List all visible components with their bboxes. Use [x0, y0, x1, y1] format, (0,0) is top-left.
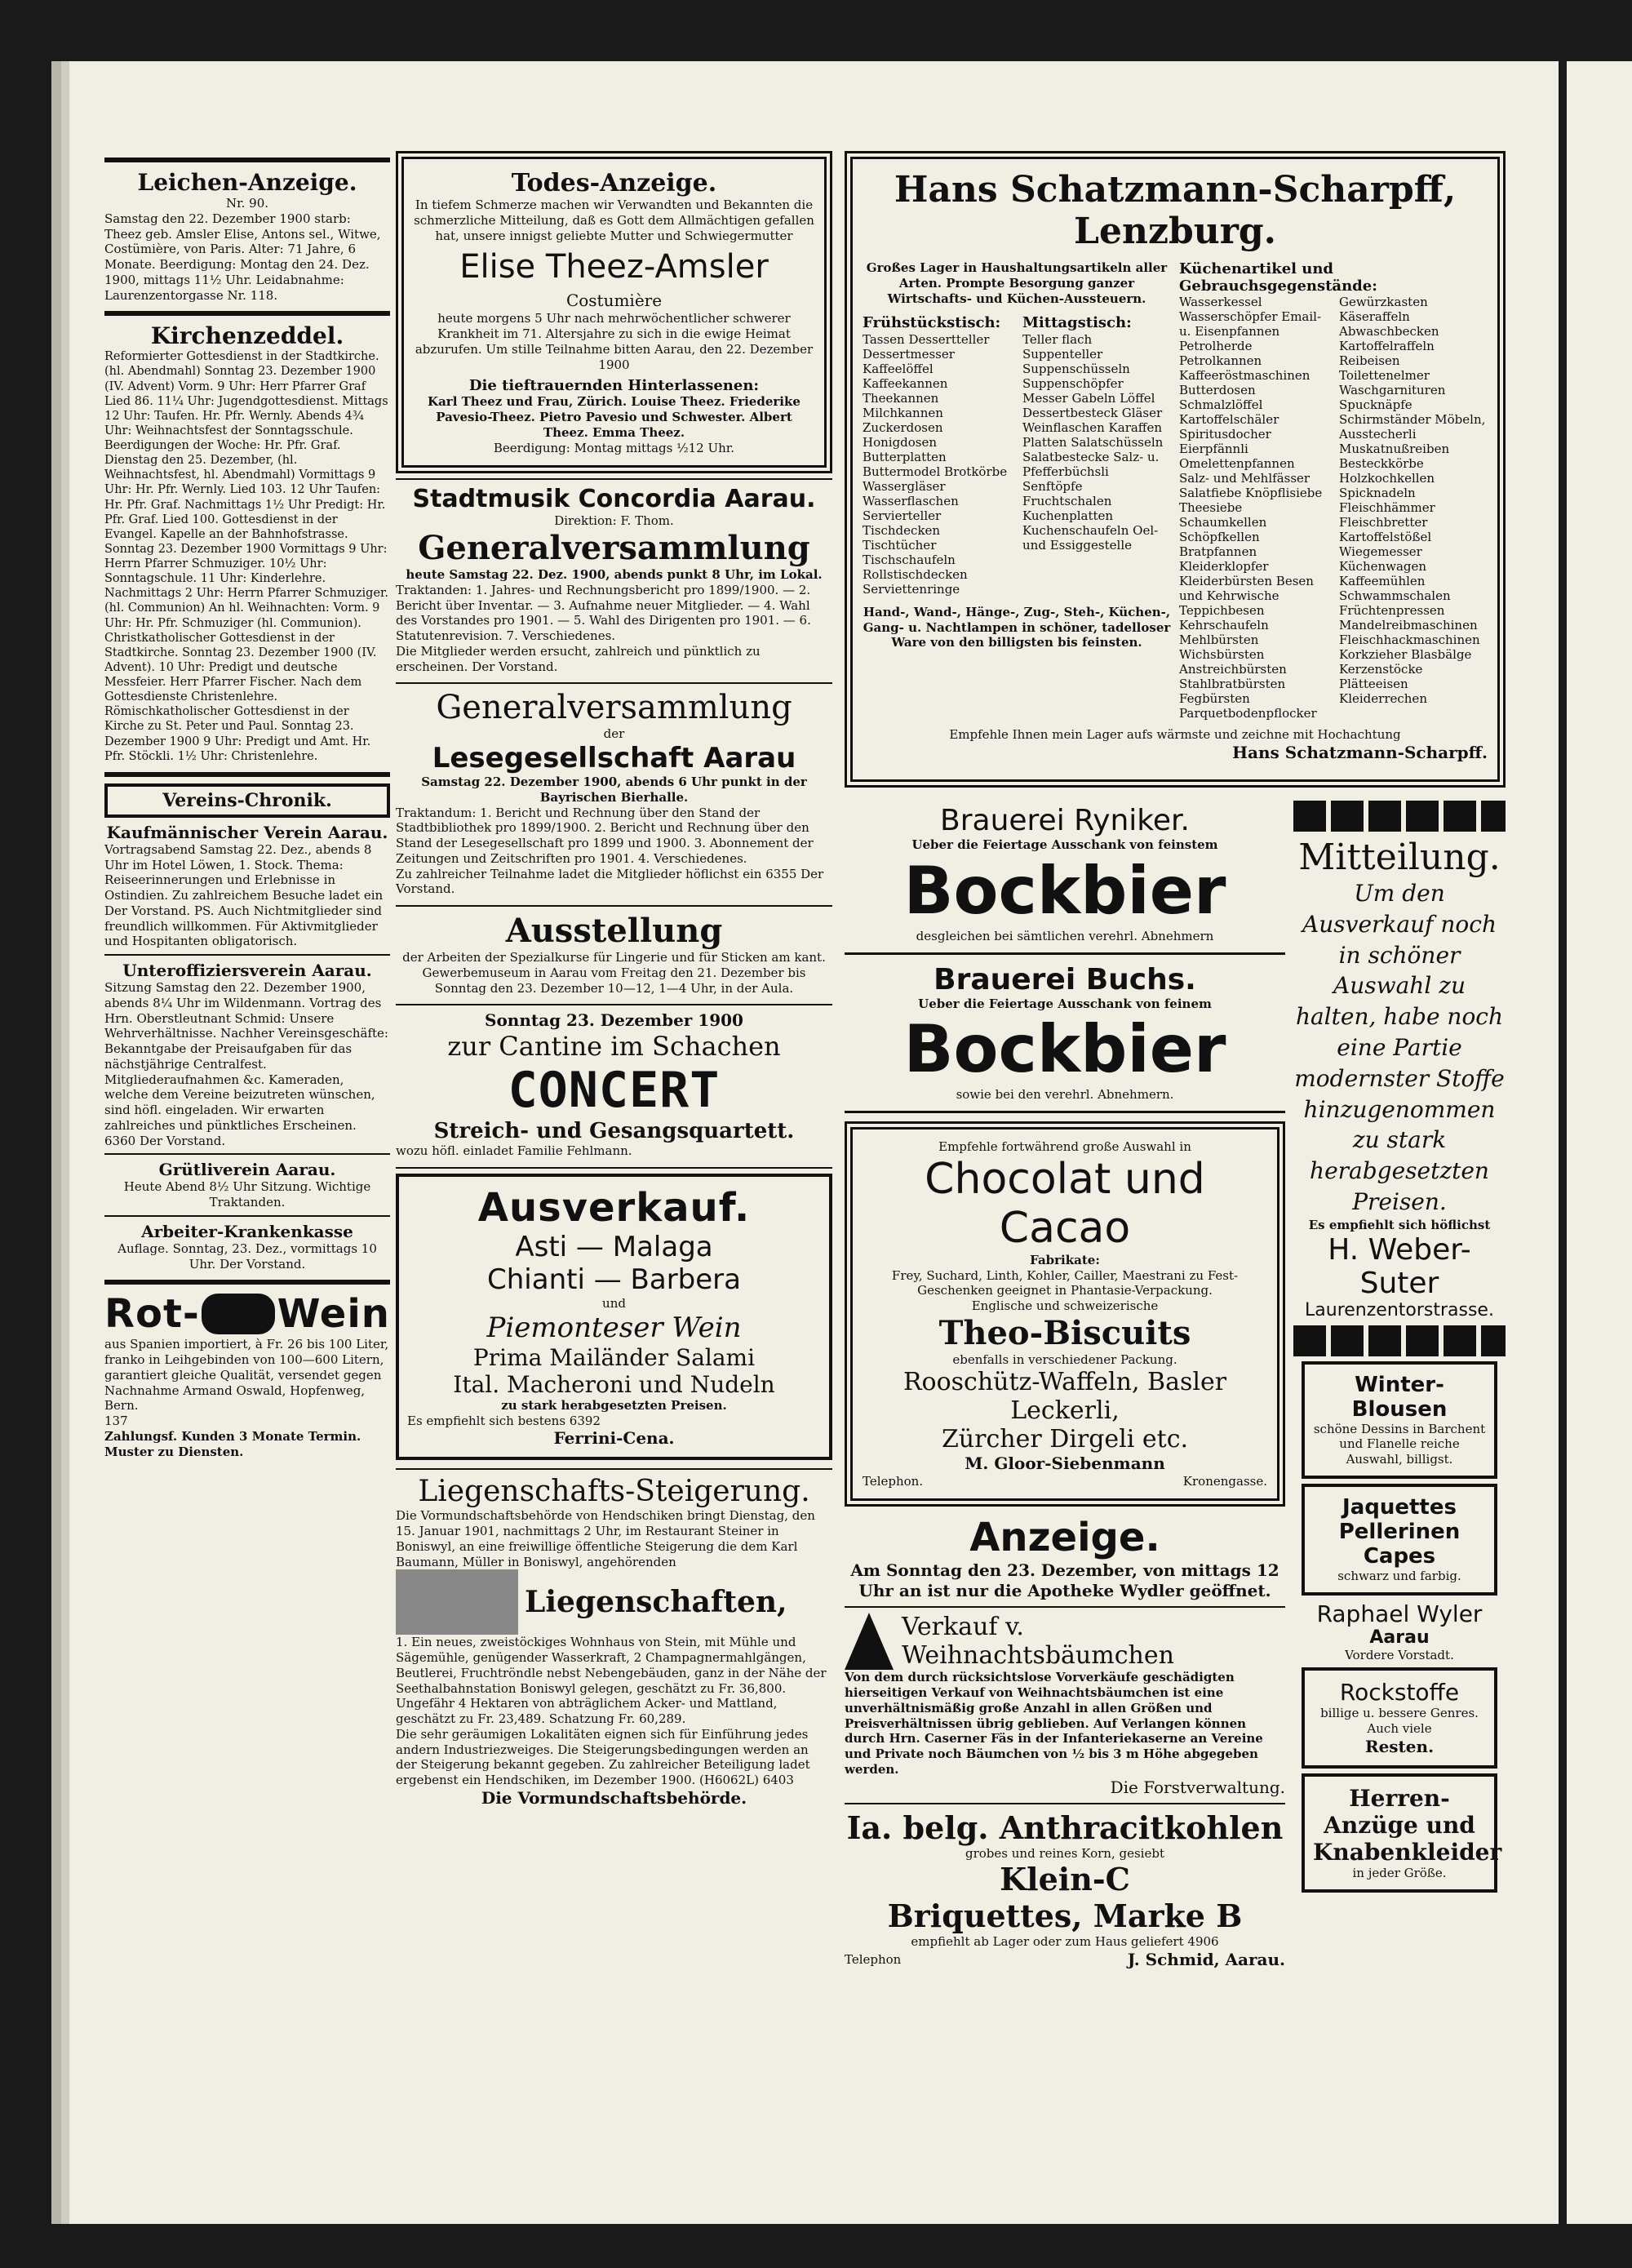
- wein-num: 137: [104, 1414, 128, 1428]
- todes-role: Costumière: [565, 291, 663, 311]
- lese-title: Lesegesellschaft Aarau: [432, 742, 796, 774]
- todes-burial: Beerdigung: Montag mittags ½12 Uhr.: [493, 440, 735, 455]
- lese-der: der: [603, 726, 625, 742]
- ausstellung-ad: [396, 912, 832, 996]
- wyler-r: Rockstoffe: [1339, 1679, 1460, 1707]
- choco-sign: M. Gloor-Siebenmann: [965, 1453, 1165, 1473]
- ryniker-bock: Bockbier: [903, 852, 1226, 929]
- uo-title: Unteroffiziersverein Aarau.: [122, 961, 372, 980]
- stadtmusik-when: heute Samstag 22. Dez. 1900, abends punkt 8 Uhr, im Lokal.: [406, 567, 823, 582]
- hans-title: Hans Schatzmann-Scharpff, Lenzburg.: [894, 169, 1457, 252]
- mill-illustration: [396, 1569, 518, 1635]
- buchs-bock: Bockbier: [903, 1011, 1226, 1088]
- divider: [104, 1215, 390, 1217]
- anzeige-text: Am Sonntag den 23. Dezember, von mittags 12 Uhr an ist nur die Apotheke Wydler geöffnet.: [850, 1560, 1279, 1601]
- buchs-title: Brauerei Buchs.: [934, 962, 1196, 996]
- wyler-w2t: schwarz und farbig.: [1337, 1568, 1461, 1583]
- divider: [396, 478, 832, 480]
- leichen-anzeige: [104, 169, 390, 303]
- uo-text: Sitzung Samstag den 22. Dezember 1900, abends 8¼ Uhr im Wildenmann. Vortrag des Hrn. Oberstleutnant Schmid: Unsere Wehrverhältnisse. Nachher Vereinsgeschäfte: Bekanntgabe der Preisaufgaben für das nächstjährige Centralfest. Mitgliederaufnahmen &c. Kameraden, welche dem Vereine beizutreten wünschen, sind höfl. eingeladen. Wir erwarten zahlreiches und pünktliches Erscheinen. 6360 Der Vorstand.: [104, 980, 388, 1148]
- ausverkauf-l5: Ital. Macheroni und Nudeln: [453, 1370, 775, 1398]
- kuechen-title: Küchenartikel und Gebrauchsgegenstände:: [1179, 260, 1377, 295]
- vereins-title: Vereins-Chronik.: [104, 783, 390, 818]
- tree-icon: [845, 1613, 894, 1670]
- todes-text: heute morgens 5 Uhr nach mehrwöchentlicher schwerer Krankheit im 71. Altersjahre zu sich in die ewige Heimat abzurufen. Um stille Teilnahme bitten Aarau, den 22. Dezember 1900: [415, 311, 814, 372]
- divider: [396, 682, 832, 684]
- divider: [396, 1167, 832, 1169]
- mitteilung-empf: Es empfiehlt sich höflichst: [1308, 1217, 1491, 1232]
- leichen-nr: Nr. 90.: [225, 196, 269, 211]
- ryniker-sub: Ueber die Feiertage Ausschank von feinstem: [911, 837, 1218, 852]
- kirchen-text: Reformierter Gottesdienst in der Stadtkirche. (hl. Abendmahl) Sonntag 23. Dezember 1900 (IV. Advent) Vorm. 9 Uhr: Herr Pfarrer Graf Lied 86. 11¼ Uhr: Jugendgottesdienst. Mittags 12 Uhr: Taufen. Hr. Pfr. Wernly. Abends 4¾ Uhr: Weihnachtsfest der Sonntagsschule. Beerdigungen der Woche: Hr. Pfr. Graf. Dienstag den 25. Dezember, (hl. Weihnachtsfest, hl. Abendmahl) Vormittags 9 Uhr: Hr. Pfr. Wernly. Lied 103. 12 Uhr Taufen: Hr. Pfr. Graf. Nachmittags 1½ Uhr Predigt: Hr. Pfr. Graf. Lied 100. Gottesdienst in der Evangel. Kapelle an der Bahnhofstrasse. Sonntag 23. Dezember 1900 Vormittags 9 Uhr: Herrn Pfarrer Schmuziger. 10½ Uhr: Sonntagschule. 11 Uhr: Kinderlehre. Nachmittags 2 Uhr: Herrn Pfarrer Schmuziger. (hl. Communion) An hl. Weihnachten: Vorm. 9 Uhr: Hr. Pfr. Schmuziger (hl. Communion). Christkatholischer Gottesdienst in der Stadtkirche. Sonntag 23. Dezember 1900 (IV. Advent). 10 Uhr: Predigt und deutsche Messfeier. Herr Pfarrer Fischer. Nach dem Gottesdienste Christenlehre. Römischkatholischer Gottesdienst in der Kirche zu St. Peter und Paul. Sonntag 23. Dezember 1900 9 Uhr: Predigt und Amt. Hr. Pfr. Stöckli. 1½ Uhr: Christenlehre.: [104, 350, 388, 763]
- liegen-title: Liegenschafts-Steigerung.: [418, 1475, 810, 1509]
- wein-wein: Wein: [277, 1291, 390, 1338]
- stadtmusik-ad: [396, 485, 832, 674]
- ausverkauf-ad: [396, 1174, 832, 1460]
- kohlen-brik: Briquettes, Marke B: [887, 1897, 1243, 1935]
- liegen-heading: Liegenschaften,: [525, 1585, 787, 1620]
- mitteilung-text: Um den Ausverkauf noch in schöner Auswahl zu halten, habe noch eine Partie modernster Stoffe hinzugenommen zu stark herabgesetzten Preisen.: [1294, 880, 1505, 1215]
- gr-title: Grütliverein Aarau.: [158, 1160, 336, 1180]
- choco-tel: Telephon.: [863, 1473, 924, 1489]
- todes-heading2: Die tieftrauernden Hinterlassenen:: [468, 377, 760, 395]
- concert-ad: [396, 1010, 832, 1159]
- todes-title: Todes-Anzeige.: [511, 169, 717, 198]
- column-middle: [396, 151, 832, 1809]
- kohlen-ad: [845, 1809, 1285, 1971]
- liegen-text: Die Vormundschaftsbehörde von Hendschiken bringt Dienstag, den 15. Januar 1901, nachmittags 2 Uhr, im Restaurant Steiner in Boniswyl, an eine freiwillige öffentliche Steigerung die dem Karl Baumann, Müller in Boniswyl, angehörenden: [396, 1508, 815, 1569]
- fruehstueck-items: Tassen Dessertteller Dessertmesser Kaffeelöffel Kaffeekannen Theekannen Milchkannen Zuckerdosen Honigdosen Butterplatten Buttermodel Brotkörbe Wassergläser Wasserflaschen Servierteller Tischdecken Tischtücher Tischschaufeln Rollstischdecken Serviettenringe: [863, 331, 1008, 597]
- kuechen-items-2: Gewürzkasten Käseraffeln Abwaschbecken Kartoffelraffeln Reibeisen Toilettenelmer Waschgarnituren Spucknäpfe Schirmständer Möbeln, Ausstecherli Muskatnußreiben Besteckkörbe Holzkochkellen Spicknadeln Fleischhämmer Fleischbretter Kartoffelstößel Wiegemesser Küchenwagen Kaffeemühlen Schwammschalen Früchtenpressen Mandelreibmaschinen Fleischhackmaschinen Korkzieher Blasbälge Kerzenstöcke Plätteeisen Kleiderrechen: [1339, 295, 1486, 706]
- choco-theo2: ebenfalls in verschiedener Packung.: [952, 1351, 1177, 1367]
- liegen-footer: Die sehr geräumigen Lokalitäten eignen sich für Einführung jedes andern Industriezweiges. Die Steigerungsbedingungen werden an der Steigerung bekannt gegeben. Zu zahlreicher Beteiligung ladet ergebenst ein Hendschiken, im Dezember 1900. (H6062L) 6403: [396, 1726, 810, 1787]
- liegen-sign: Die Vormundschaftsbehörde.: [481, 1787, 747, 1808]
- concert-sub: Streich- und Gesangsquartett.: [433, 1119, 795, 1144]
- buchs-sub: Ueber die Feiertage Ausschank von feinem: [918, 996, 1212, 1011]
- ryniker-ad: [845, 796, 1285, 955]
- divider: [396, 1004, 832, 1005]
- stadtmusik-title: Stadtmusik Concordia Aarau.: [412, 485, 816, 514]
- mitteilung-title: Mitteilung.: [1298, 837, 1501, 878]
- choco-l2: Zürcher Dirgeli etc.: [941, 1424, 1189, 1454]
- lese-when: Samstag 22. Dezember 1900, abends 6 Uhr punkt in der Bayrischen Bierhalle.: [421, 774, 807, 805]
- liegenschaften-ad: [396, 1475, 832, 1809]
- wyler-city: Aarau: [1369, 1627, 1430, 1648]
- wyler-name: Raphael Wyler: [1316, 1600, 1483, 1627]
- wein-ad: [104, 1291, 390, 1459]
- ausverkauf-l7: Es empfiehlt sich bestens 6392: [407, 1413, 601, 1428]
- wyler-ad: [1293, 1361, 1506, 1893]
- ausverkauf-l2: Chianti — Barbera: [487, 1263, 741, 1296]
- divider: [396, 905, 832, 907]
- stadtmusik-gv: Generalversammlung: [418, 529, 810, 567]
- mittag-title: Mittagstisch:: [1022, 314, 1132, 332]
- wyler-w1t: schöne Dessins in Barchent und Flanelle reiche Auswahl, billigst.: [1313, 1421, 1486, 1467]
- concert-title: CONCERT: [508, 1062, 721, 1120]
- anzeige-title: Anzeige.: [969, 1515, 1160, 1561]
- wein-footer: Zahlungsf. Kunden 3 Monate Termin. Muster zu Diensten.: [104, 1428, 361, 1459]
- fruehstueck-title: Frühstückstisch:: [863, 314, 1001, 332]
- chocolat-ad: [845, 1121, 1285, 1507]
- divider: [845, 1606, 1285, 1608]
- kohlen-sign: J. Schmid, Aarau.: [1127, 1950, 1285, 1969]
- stadtmusik-trakt: Traktanden: 1. Jahres- und Rechnungsbericht pro 1899/1900. — 2. Bericht über Inventar. — 3. Aufnahme neuer Mitglieder. — 4. Wahl des Vorstandes pro 1901. — 5. Wahl des Dirigenten pro 1901. — 6. Statutenrevision. 7. Verschiedenes.: [396, 582, 811, 643]
- kirchenzeddel: [104, 322, 390, 764]
- choco-fab-list: Frey, Suchard, Linth, Kohler, Cailler, Maestrani zu Fest-Geschenken geeignet in Phantasie-Verpackung.: [891, 1267, 1239, 1298]
- ak-text: Auflage. Sonntag, 23. Dez., vormittags 10 Uhr. Der Vorstand.: [118, 1241, 377, 1272]
- ausverkauf-title: Ausverkauf.: [477, 1185, 751, 1231]
- hans-light: Hand-, Wand-, Hänge-, Zug-, Steh-, Küchen-, Gang- u. Nachtlampen in schöner, tadelloser Ware von den billigsten bis feinsten.: [863, 604, 1171, 650]
- choco-theo: Theo-Biscuits: [938, 1313, 1191, 1352]
- lesegesellschaft-ad: [396, 689, 832, 897]
- wyler-h: Herren-Anzüge und Knabenkleider: [1313, 1784, 1502, 1866]
- column-left: [104, 151, 390, 1459]
- ausstellung-title: Ausstellung: [505, 912, 723, 950]
- buchs-foot: sowie bei den verehrl. Abnehmern.: [956, 1087, 1174, 1103]
- choco-fab: Fabrikate:: [1030, 1252, 1100, 1267]
- todes-name: Elise Theez-Amsler: [459, 248, 769, 286]
- ryniker-foot: desgleichen bei sämtlichen verehrl. Abnehmern: [916, 928, 1214, 943]
- divider: [104, 158, 390, 162]
- ornament-border: [1293, 801, 1506, 832]
- kv-title: Kaufmännischer Verein Aarau.: [106, 822, 388, 842]
- kv-text: Vortragsabend Samstag 22. Dez., abends 8 Uhr im Hotel Löwen, 1. Stock. Thema: Reiseerinnerungen und Erlebnisse in Ostindien. Zu zahlreichem Besuche ladet ein Der Vorstand. PS. Auch Nichtmitglieder sind freundlich willkommen. Für Aktivmitglieder und Hospitanten obligatorisch.: [104, 841, 384, 949]
- divider: [104, 954, 390, 956]
- choco-eng: Englische und schweizerische: [971, 1298, 1159, 1313]
- mitteilung-name: H. Weber-Suter: [1328, 1232, 1471, 1300]
- divider: [104, 311, 390, 316]
- wyler-w2: Jaquettes Pellerinen Capes: [1338, 1494, 1461, 1569]
- buchs-ad: [845, 955, 1285, 1114]
- mitteilung-ad: [1293, 837, 1506, 1320]
- ausverkauf-l3: Piemonteser Wein: [486, 1311, 742, 1344]
- divider: [396, 1468, 832, 1470]
- divider: [845, 1803, 1285, 1804]
- weihnachtsbaum-ad: [845, 1613, 1285, 1797]
- vereins-chronik: [104, 783, 390, 1272]
- wyler-w1: Winter-Blousen: [1351, 1372, 1448, 1422]
- lese-gv: Generalversammlung: [436, 689, 792, 727]
- ausverkauf-und: und: [602, 1296, 626, 1311]
- concert-footer: wozu höfl. einladet Familie Fehlmann.: [396, 1143, 632, 1159]
- stadtmusik-footer: Die Mitglieder werden ersucht, zahlreich und pünktlich zu erscheinen. Der Vorstand.: [396, 643, 761, 674]
- wyler-addr: Vordere Vorstadt.: [1345, 1647, 1454, 1662]
- lese-footer: Zu zahlreicher Teilnahme ladet die Mitglieder höflichst ein 6355 Der Vorstand.: [396, 866, 824, 897]
- hans-schatzmann-ad: [845, 151, 1506, 788]
- todes-anzeige: [396, 151, 832, 473]
- kohlen-title: Ia. belg. Anthracitkohlen: [846, 1809, 1284, 1846]
- kohlen-foot: empfiehlt ab Lager oder zum Haus geliefert 4906: [911, 1934, 1219, 1950]
- leichen-title: Leichen-Anzeige.: [137, 169, 357, 196]
- kohlen-sub: grobes und reines Korn, gesiebt: [965, 1845, 1164, 1861]
- hans-empf: Empfehle Ihnen mein Lager aufs wärmste und zeichne mit Hochachtung: [949, 727, 1401, 742]
- ornament-border: [1293, 1325, 1506, 1356]
- leichen-text: Samstag den 22. Dezember 1900 starb: Theez geb. Amsler Elise, Antons sel., Witwe, Costümière, von Paris. Alter: 71 Jahre, 6 Monate. Beerdigung: Montag den 24. Dez. 1900, mittags 11½ Uhr. Leidabnahme: Laurenzentorgasse Nr. 118.: [104, 211, 381, 303]
- gr-text: Heute Abend 8½ Uhr Sitzung. Wichtige Traktanden.: [123, 1179, 371, 1209]
- concert-where: zur Cantine im Schachen: [447, 1031, 781, 1063]
- ausverkauf-l1: Asti — Malaga: [515, 1231, 713, 1263]
- ausverkauf-l4: Prima Mailänder Salami: [472, 1343, 756, 1371]
- hans-sign: Hans Schatzmann-Scharpff.: [1232, 742, 1488, 762]
- baum-text: Von dem durch rücksichtslose Vorverkäufe geschädigten hierseitigen Verkauf von Weihnachtsbäumchen ist eine unverhältnismäßig große Anzahl in allen Größen und Preisverhältnissen übrig geblieben. Auf Verlangen können durch Hrn. Caserner Fäs in der Infanteriekaserne an Vereine und Private noch Bäumchen von ½ bis 3 m Höhe abgegeben werden.: [845, 1670, 1263, 1777]
- divider: [104, 1153, 390, 1155]
- ak-title: Arbeiter-Krankenkasse: [141, 1221, 353, 1241]
- divider: [104, 772, 390, 777]
- choco-l1: Rooschütz-Waffeln, Basler Leckerli,: [902, 1367, 1227, 1425]
- choco-title: Chocolat und Cacao: [925, 1154, 1205, 1253]
- ryniker-title: Brauerei Ryniker.: [940, 804, 1190, 837]
- mitteilung-addr: Laurenzentorstrasse.: [1305, 1299, 1494, 1320]
- hans-intro: Großes Lager in Haushaltungsartikeln aller Arten. Prompte Besorgung ganzer Wirtschafts- und Küchen-Aussteuern.: [866, 260, 1168, 306]
- kohlen-tel: Telephon: [845, 1952, 902, 1968]
- ausverkauf-l8: Ferrini-Cena.: [553, 1428, 675, 1449]
- wyler-ht: in jeder Größe.: [1352, 1865, 1447, 1880]
- kirchen-title: Kirchenzeddel.: [150, 322, 344, 350]
- anzeige-ad: [845, 1515, 1285, 1601]
- kuechen-items-1: Wasserkessel Wasserschöpfer Email- u. Eisenpfannen Petrolherde Petrolkannen Kaffeeröstmaschinen Butterdosen Schmalzlöffel Kartoffelschäler Spiritusdocher Eierpfännli Omelettenpfannen Salz- und Mehlfässer Salatfiebe Knöpflisiebe Theesiebe Schaumkellen Schöpfkellen Bratpfannen Kleiderklopfer Kleiderbürsten Besen und Kehrwische Teppichbesen Kehrschaufeln Mehlbürsten Wichsbürsten Anstreichbürsten Stahlbratbürsten Fegbürsten Parquetbodenpflocker: [1179, 295, 1323, 721]
- wyler-rt: billige u. bessere Genres. Auch viele: [1320, 1706, 1479, 1737]
- choco-addr: Kronengasse.: [1182, 1473, 1267, 1489]
- next-page-edge: [1567, 61, 1632, 2224]
- wyler-rest: Resten.: [1364, 1736, 1435, 1756]
- concert-date: Sonntag 23. Dezember 1900: [485, 1010, 743, 1031]
- barrel-icon: [202, 1294, 275, 1334]
- ausstellung-text: der Arbeiten der Spezialkurse für Lingerie und für Sticken am kant. Gewerbemuseum in Aarau vom Freitag den 21. Dezember bis Sonntag den 23. Dezember 10—12, 1—4 Uhr, in der Aula.: [402, 950, 826, 996]
- stadtmusik-dir: Direktion: F. Thom.: [554, 513, 674, 529]
- todes-family: Karl Theez und Frau, Zürich. Louise Theez. Friederike Pavesio-Theez. Pietro Pavesio und Schwester. Albert Theez. Emma Theez.: [428, 394, 800, 440]
- liegen-desc: 1. Ein neues, zweistöckiges Wohnhaus von Stein, mit Mühle und Sägemühle, genügender Wasserkraft, 2 Champagnermahlgängen, Beutlerei, Fruchtröndle nebst Nebengebäuden, ganz in der Nähe der Seethalbahnstation Boniswyl gelegen, geschätzt zu Fr. 36,800. Ungefähr 4 Hektaren von abträglichem Acker- und Mattland, geschätzt zu Fr. 23,489. Schatzung Fr. 60,289.: [396, 1635, 827, 1726]
- choco-intro: Empfehle fortwährend große Auswahl in: [938, 1139, 1191, 1154]
- todes-intro: In tiefem Schmerze machen wir Verwandten und Bekannten die schmerzliche Mitteilung, daß es Gott dem Allmächtigen gefallen hat, unsere innigst geliebte Mutter und Schwiegermutter: [414, 198, 814, 243]
- column-right: [845, 151, 1506, 1970]
- lese-trakt: Traktandum: 1. Bericht und Rechnung über den Stand der Stadtbibliothek pro 1899/1900. 2. Bericht und Rechnung über den Stand der Lesegesellschaft pro 1899 und 1900. 3. Abonnement der Zeitungen und Zeitschriften pro 1901. 4. Verschiedenes.: [396, 805, 814, 866]
- wein-rot: Rot-: [104, 1291, 200, 1338]
- wein-text: aus Spanien importiert, à Fr. 26 bis 100 Liter, franko in Leihgebinden von 100—600 Litern, garantiert gleiche Qualität, versendet gegen Nachnahme Armand Oswald, Hopfenweg, Bern.: [104, 1337, 389, 1414]
- baum-title: Verkauf v. Weihnachtsbäumchen: [902, 1613, 1174, 1671]
- baum-sign: Die Forstverwaltung.: [1110, 1777, 1285, 1797]
- mittag-items: Teller flach Suppenteller Suppenschüsseln Suppenschöpfer Messer Gabeln Löffel Dessertbesteck Gläser Weinflaschen Karaffen Platten Salatschüsseln Salatbestecke Salz- u. Pfefferbüchsli Senftöpfe Fruchtschalen Kuchenplatten Kuchenschaufeln Oel- und Essiggestelle: [1022, 331, 1164, 553]
- divider: [104, 1280, 390, 1285]
- ausverkauf-l6: zu stark herabgesetzten Preisen.: [501, 1397, 727, 1413]
- kohlen-klein: Klein-C: [1000, 1861, 1130, 1898]
